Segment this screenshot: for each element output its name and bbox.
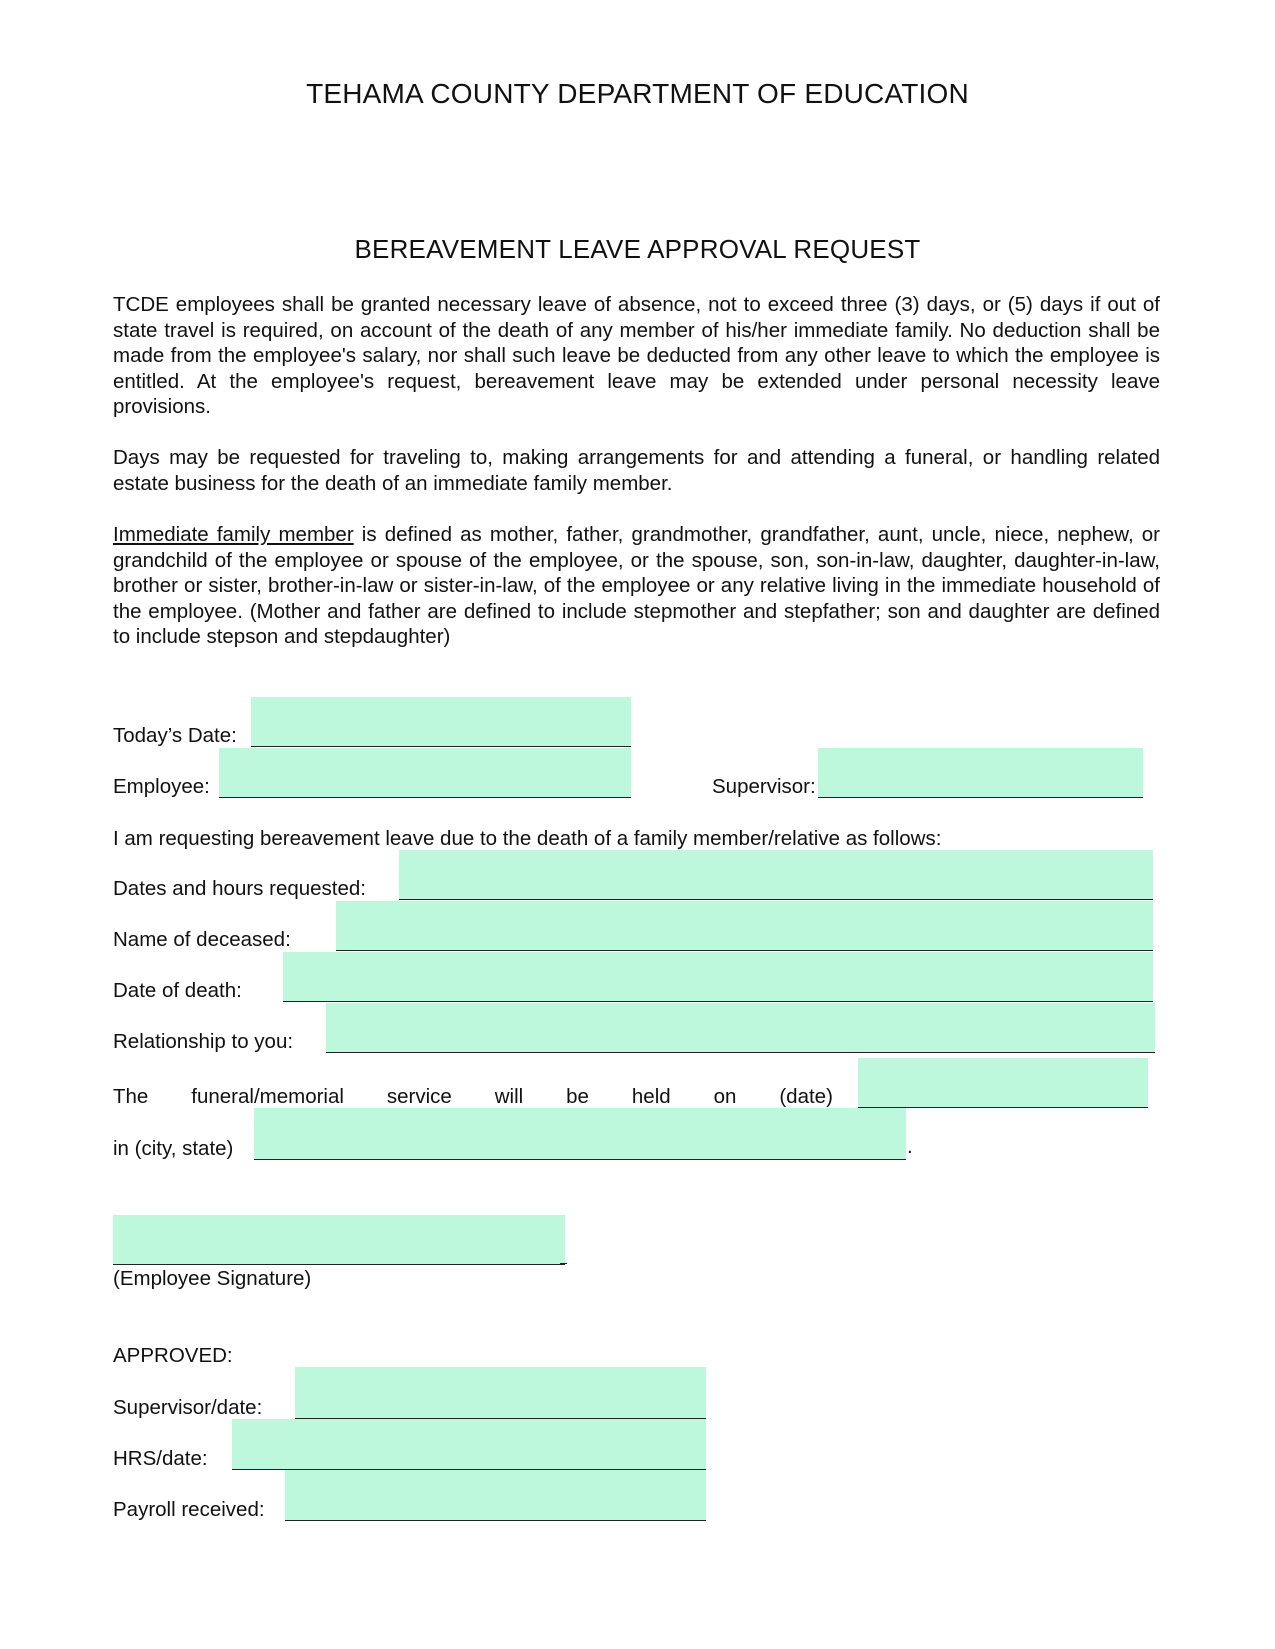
policy-paragraph: TCDE employees shall be granted necessary leave of absence, not to exceed three (3) days, or (5) days if out of state travel is required, on account of the death of any member of his/her immediate family. No deduction shall be made from the employee's salary, nor shall such leave be deducted from any other leave to which the employee is entitled. At the employee's request, bereavement leave may be extended under personal necessity leave provisions. [113, 293, 1160, 418]
city-state-field[interactable] [254, 1108, 906, 1160]
funeral-word: (date) [779, 1085, 833, 1108]
organization-header: TEHAMA COUNTY DEPARTMENT OF EDUCATION [306, 78, 969, 109]
signature-label: (Employee Signature) [113, 1267, 312, 1290]
funeral-word: The [113, 1085, 149, 1108]
signature-field[interactable] [113, 1215, 565, 1265]
funeral-statement [113, 1085, 833, 1109]
dates-hours-field[interactable] [399, 850, 1153, 900]
request-statement: I am requesting bereavement leave due to the death of a family member/relative as follows: [113, 827, 942, 850]
form-title: BEREAVEMENT LEAVE APPROVAL REQUEST [354, 234, 921, 264]
funeral-word: be [566, 1085, 589, 1108]
city-state-period: . [907, 1135, 913, 1158]
relationship-label: Relationship to you: [113, 1030, 294, 1053]
supervisor-date-label: Supervisor/date: [113, 1396, 263, 1419]
todays-date-field[interactable] [251, 697, 631, 747]
date-death-label: Date of death: [113, 979, 242, 1002]
date-death-field[interactable] [283, 952, 1153, 1002]
usage-paragraph: Days may be requested for traveling to, making arrangements for and attending a funeral, or handling related estate business for the death of an immediate family member. [113, 446, 1160, 495]
todays-date-label: Today’s Date: [113, 724, 237, 747]
dates-hours-label: Dates and hours requested: [113, 877, 366, 900]
city-state-label: in (city, state) [113, 1137, 234, 1160]
funeral-date-field[interactable] [858, 1058, 1148, 1108]
employee-field[interactable] [219, 748, 631, 798]
funeral-word: on [713, 1085, 737, 1108]
relationship-field[interactable] [326, 1003, 1155, 1053]
approved-heading: APPROVED: [113, 1344, 233, 1367]
payroll-received-label: Payroll received: [113, 1498, 265, 1521]
payroll-received-field[interactable] [285, 1470, 706, 1521]
supervisor-date-field[interactable] [295, 1367, 706, 1419]
funeral-word: held [631, 1085, 671, 1108]
family-definition-text: is defined as mother, father, grandmother, grandfather, aunt, uncle, niece, nephew, or grandchild of the employee or spouse of the employee, or the spouse, son, son-in-law, daughter, daughter-in-law, brother or sister, brother-in-law or sister-in-law, of the employee or any relative living in the immediate household of the employee. (Mother and father are defined to include stepmother and stepfather; son and daughter are defined to include stepson and stepdaughter) [113, 523, 1161, 648]
funeral-word: will [494, 1085, 524, 1108]
signature-line-end [560, 1263, 567, 1264]
hrs-date-field[interactable] [232, 1419, 706, 1470]
supervisor-field[interactable] [818, 748, 1143, 798]
hrs-date-label: HRS/date: [113, 1447, 208, 1470]
employee-label: Employee: [113, 775, 210, 798]
funeral-word: service [386, 1085, 452, 1108]
funeral-word: funeral/memorial [191, 1085, 344, 1108]
name-deceased-label: Name of deceased: [113, 928, 291, 951]
family-definition-paragraph [113, 522, 1160, 650]
supervisor-label: Supervisor: [712, 775, 816, 798]
immediate-family-term: Immediate family member [113, 523, 354, 546]
name-deceased-field[interactable] [336, 901, 1153, 951]
